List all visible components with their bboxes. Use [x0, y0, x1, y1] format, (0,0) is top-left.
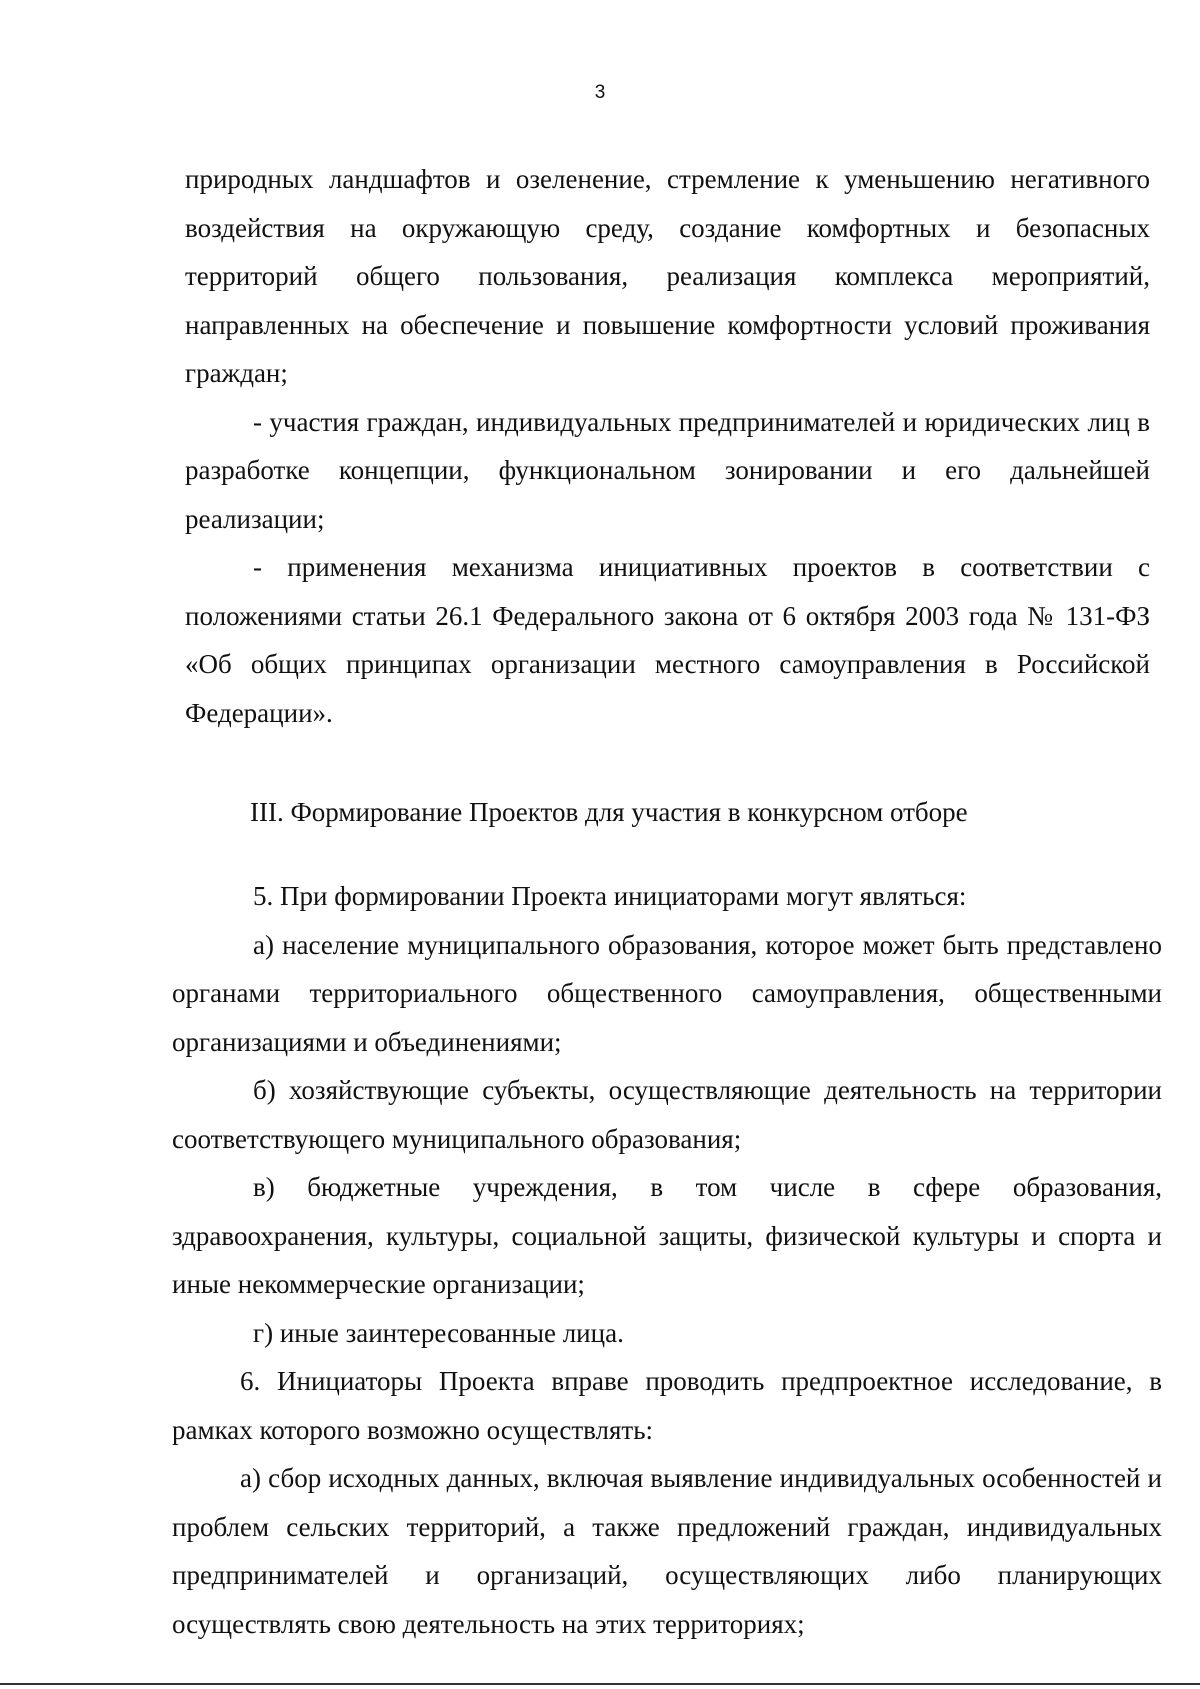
bottom-divider [0, 1683, 1200, 1685]
paragraph-5: 5. При формировании Проекта инициаторами могут являться: [253, 881, 967, 911]
paragraph-5a: а) население муниципального образования, которое может быть представлено органами территориального общественного самоуправления, общественными организациями и объединениями; [172, 929, 1162, 1057]
paragraph-5g: г) иные заинтересованные лица. [253, 1317, 624, 1348]
paragraph-initiative-projects: - применения механизма инициативных проектов в соответствии с положениями статьи 26.1 Федерального закона от 6 октября 2003 года № 131-ФЗ «Об общих принципах организации местного самоуправления в Российской Федерации». [185, 552, 1150, 728]
paragraph-6a: а) сбор исходных данных, включая выявление индивидуальных особенностей и проблем сельских территорий, а также предложений граждан, индивидуальных предпринимателей и организаций, осуществляющих либо планирующих осуществлять свою деятельность на этих территориях; [172, 1463, 1162, 1639]
upper-text-block [185, 155, 1150, 737]
paragraph-5b: б) хозяйствующие субъекты, осуществляющие деятельность на территории соответствующего муниципального образования; [172, 1075, 1162, 1154]
paragraph-6: 6. Инициаторы Проекта вправе проводить предпроектное исследование, в рамках которого возможно осуществлять: [172, 1366, 1162, 1445]
lower-text-block [172, 872, 1162, 1648]
section-heading: III. Формирование Проектов для участия в конкурсном отборе [250, 797, 968, 827]
paragraph-5v: в) бюджетные учреждения, в том числе в сфере образования, здравоохранения, культуры, социальной защиты, физической культуры и спорта и иные некоммерческие организации; [172, 1172, 1162, 1299]
paragraph-citizen-participation: - участия граждан, индивидуальных предпринимателей и юридических лиц в разработке концепции, функциональном зонировании и его дальнейшей реализации; [185, 406, 1150, 534]
page-number: 3 [594, 82, 606, 103]
paragraph-continuation: природных ландшафтов и озеленение, стремление к уменьшению негативного воздействия на окружающую среду, создание комфортных и безопасных территорий общего пользования, реализация комплекса мероприятий, направленных на обеспечение и повышение комфортности условий проживания граждан; [185, 164, 1150, 388]
